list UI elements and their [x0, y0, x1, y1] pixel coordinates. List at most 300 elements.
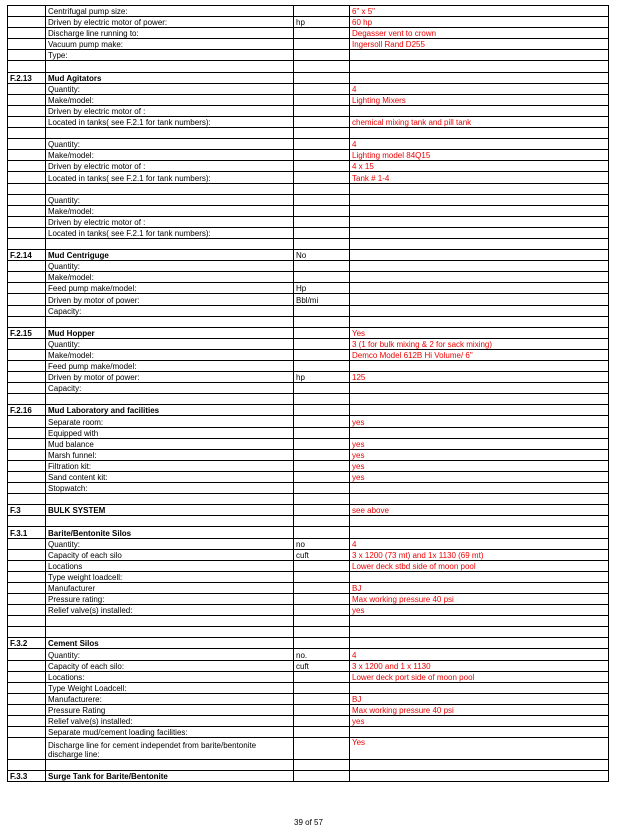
section-number-cell — [8, 61, 46, 72]
table-body — [8, 6, 609, 782]
spec-table-container — [7, 5, 608, 782]
section-number-cell — [8, 17, 46, 28]
item-label-cell: Make/model: — [46, 150, 294, 161]
table-row — [8, 538, 609, 549]
value-cell: Lighting Mixers — [350, 94, 609, 105]
section-number-cell — [8, 372, 46, 383]
value-cell: 60 hp — [350, 17, 609, 28]
table-row — [8, 61, 609, 72]
unit-cell — [294, 738, 350, 760]
value-cell: yes — [350, 471, 609, 482]
table-row — [8, 205, 609, 216]
value-cell: 3 (1 for bulk mixing & 2 for sack mixing) — [350, 338, 609, 349]
table-row — [8, 216, 609, 227]
value-cell — [350, 205, 609, 216]
item-label-cell: Stopwatch: — [46, 483, 294, 494]
section-number-cell — [8, 549, 46, 560]
item-label-cell: Pressure rating: — [46, 593, 294, 604]
unit-cell — [294, 394, 350, 405]
unit-cell — [294, 638, 350, 649]
section-number-cell — [8, 516, 46, 527]
value-cell — [350, 627, 609, 638]
table-row — [8, 571, 609, 582]
unit-cell — [294, 527, 350, 538]
unit-cell — [294, 571, 350, 582]
section-number-cell — [8, 349, 46, 360]
item-label-cell: Marsh funnel: — [46, 449, 294, 460]
item-label-cell: Filtration kit: — [46, 460, 294, 471]
value-cell: 3 x 1200 and 1 x 1130 — [350, 660, 609, 671]
unit-cell — [294, 361, 350, 372]
item-label-cell: Relief valve(s) installed: — [46, 605, 294, 616]
value-cell — [350, 183, 609, 194]
value-cell — [350, 194, 609, 205]
section-number-cell — [8, 716, 46, 727]
unit-cell — [294, 227, 350, 238]
item-label-cell: Make/model: — [46, 272, 294, 283]
unit-cell — [294, 105, 350, 116]
value-cell: Demco Model 612B Hi Volume/ 6" — [350, 349, 609, 360]
table-row — [8, 83, 609, 94]
section-number-cell — [8, 727, 46, 738]
value-cell: 4 — [350, 83, 609, 94]
value-cell: BJ — [350, 582, 609, 593]
section-number-cell — [8, 438, 46, 449]
value-cell — [350, 50, 609, 61]
table-row — [8, 227, 609, 238]
unit-cell — [294, 627, 350, 638]
value-cell — [350, 394, 609, 405]
table-row — [8, 527, 609, 538]
unit-cell — [294, 516, 350, 527]
section-number-cell — [8, 538, 46, 549]
item-label-cell: Type weight loadcell: — [46, 571, 294, 582]
item-label-cell: Quantity: — [46, 139, 294, 150]
table-row — [8, 172, 609, 183]
section-number-cell — [8, 649, 46, 660]
unit-cell — [294, 483, 350, 494]
unit-cell — [294, 261, 350, 272]
item-label-cell: Mud balance — [46, 438, 294, 449]
value-cell: yes — [350, 716, 609, 727]
section-number-cell: F.3.2 — [8, 638, 46, 649]
unit-cell — [294, 327, 350, 338]
item-label-cell — [46, 616, 294, 627]
section-number-cell: F.2.15 — [8, 327, 46, 338]
unit-cell — [294, 505, 350, 516]
value-cell: yes — [350, 460, 609, 471]
unit-cell — [294, 494, 350, 505]
section-number-cell — [8, 183, 46, 194]
unit-cell — [294, 704, 350, 715]
value-cell — [350, 571, 609, 582]
unit-cell: Hp — [294, 283, 350, 294]
item-label-cell — [46, 627, 294, 638]
table-row — [8, 638, 609, 649]
unit-cell — [294, 693, 350, 704]
section-number-cell — [8, 294, 46, 305]
value-cell — [350, 305, 609, 316]
section-number-cell — [8, 460, 46, 471]
table-row — [8, 39, 609, 50]
item-label-cell: Type: — [46, 50, 294, 61]
table-row — [8, 405, 609, 416]
unit-cell — [294, 616, 350, 627]
value-cell — [350, 261, 609, 272]
table-row — [8, 327, 609, 338]
unit-cell — [294, 116, 350, 127]
value-cell: Yes — [350, 738, 609, 760]
item-label-cell: Located in tanks( see F.2.1 for tank numbers): — [46, 116, 294, 127]
value-cell — [350, 238, 609, 249]
section-number-cell — [8, 582, 46, 593]
item-label-cell — [46, 128, 294, 139]
section-number-cell — [8, 216, 46, 227]
section-number-cell: F.2.16 — [8, 405, 46, 416]
item-label-cell: Cement Silos — [46, 638, 294, 649]
unit-cell — [294, 216, 350, 227]
section-number-cell — [8, 283, 46, 294]
value-cell — [350, 272, 609, 283]
table-row — [8, 6, 609, 17]
item-label-cell: Vacuum pump make: — [46, 39, 294, 50]
item-label-cell: Make/model: — [46, 205, 294, 216]
section-number-cell — [8, 627, 46, 638]
table-row — [8, 616, 609, 627]
unit-cell: cuft — [294, 549, 350, 560]
item-label-cell: Make/model: — [46, 94, 294, 105]
unit-cell — [294, 6, 350, 17]
item-label-cell: Centrifugal pump size: — [46, 6, 294, 17]
value-cell: Tank # 1-4 — [350, 172, 609, 183]
item-label-cell: Located in tanks( see F.2.1 for tank numbers): — [46, 227, 294, 238]
unit-cell — [294, 605, 350, 616]
table-row — [8, 560, 609, 571]
item-label-cell: Discharge line for cement independet from barite/bentonite discharge line: — [46, 738, 294, 760]
value-cell — [350, 727, 609, 738]
value-cell — [350, 682, 609, 693]
item-label-cell — [46, 394, 294, 405]
value-cell — [350, 128, 609, 139]
section-number-cell — [8, 205, 46, 216]
item-label-cell: Driven by electric motor of : — [46, 216, 294, 227]
unit-cell — [294, 383, 350, 394]
item-label-cell: Quantity: — [46, 538, 294, 549]
item-label-cell — [46, 516, 294, 527]
value-cell — [350, 427, 609, 438]
item-label-cell: Quantity: — [46, 338, 294, 349]
item-label-cell: Driven by electric motor of : — [46, 161, 294, 172]
unit-cell — [294, 194, 350, 205]
item-label-cell: Located in tanks( see F.2.1 for tank numbers): — [46, 172, 294, 183]
section-number-cell — [8, 261, 46, 272]
value-cell — [350, 483, 609, 494]
unit-cell — [294, 150, 350, 161]
section-number-cell — [8, 28, 46, 39]
table-row — [8, 771, 609, 782]
unit-cell — [294, 460, 350, 471]
table-row — [8, 760, 609, 771]
section-number-cell — [8, 760, 46, 771]
value-cell: 125 — [350, 372, 609, 383]
table-row — [8, 549, 609, 560]
unit-cell — [294, 449, 350, 460]
section-number-cell — [8, 693, 46, 704]
table-row — [8, 671, 609, 682]
item-label-cell: Equipped with — [46, 427, 294, 438]
section-number-cell — [8, 560, 46, 571]
value-cell: see above — [350, 505, 609, 516]
value-cell: yes — [350, 438, 609, 449]
section-number-cell — [8, 172, 46, 183]
item-label-cell: Quantity: — [46, 649, 294, 660]
table-row — [8, 194, 609, 205]
item-label-cell — [46, 61, 294, 72]
value-cell — [350, 760, 609, 771]
unit-cell — [294, 427, 350, 438]
unit-cell — [294, 338, 350, 349]
section-number-cell — [8, 105, 46, 116]
section-number-cell — [8, 616, 46, 627]
unit-cell — [294, 94, 350, 105]
value-cell: Lower deck port side of moon pool — [350, 671, 609, 682]
unit-cell — [294, 39, 350, 50]
table-row — [8, 427, 609, 438]
value-cell — [350, 216, 609, 227]
table-row — [8, 272, 609, 283]
unit-cell — [294, 582, 350, 593]
table-row — [8, 361, 609, 372]
item-label-cell: Capacity of each silo — [46, 549, 294, 560]
item-label-cell: Mud Laboratory and facilities — [46, 405, 294, 416]
value-cell: 3 x 1200 (73 mt) and 1x 1130 (69 mt) — [350, 549, 609, 560]
value-cell — [350, 638, 609, 649]
section-number-cell — [8, 682, 46, 693]
unit-cell — [294, 727, 350, 738]
item-label-cell: BULK SYSTEM — [46, 505, 294, 516]
table-row — [8, 294, 609, 305]
value-cell — [350, 250, 609, 261]
table-row — [8, 693, 609, 704]
unit-cell — [294, 128, 350, 139]
section-number-cell — [8, 383, 46, 394]
item-label-cell: Type Weight Loadcell: — [46, 682, 294, 693]
table-row — [8, 161, 609, 172]
unit-cell — [294, 416, 350, 427]
unit-cell — [294, 205, 350, 216]
table-row — [8, 660, 609, 671]
unit-cell — [294, 316, 350, 327]
value-cell: yes — [350, 449, 609, 460]
table-row — [8, 704, 609, 715]
table-row — [8, 72, 609, 83]
table-row — [8, 383, 609, 394]
value-cell: Lower deck stbd side of moon pool — [350, 560, 609, 571]
table-row — [8, 593, 609, 604]
item-label-cell: Capacity of each silo: — [46, 660, 294, 671]
table-row — [8, 261, 609, 272]
section-number-cell — [8, 272, 46, 283]
unit-cell — [294, 50, 350, 61]
table-row — [8, 305, 609, 316]
item-label-cell — [46, 760, 294, 771]
item-label-cell: Capacity: — [46, 383, 294, 394]
unit-cell — [294, 471, 350, 482]
item-label-cell: Feed pump make/model: — [46, 283, 294, 294]
table-row — [8, 516, 609, 527]
item-label-cell — [46, 316, 294, 327]
table-row — [8, 605, 609, 616]
unit-cell — [294, 172, 350, 183]
value-cell — [350, 72, 609, 83]
table-row — [8, 483, 609, 494]
unit-cell: cuft — [294, 660, 350, 671]
table-row — [8, 338, 609, 349]
value-cell: Degasser vent to crown — [350, 28, 609, 39]
section-number-cell — [8, 305, 46, 316]
table-row — [8, 394, 609, 405]
value-cell — [350, 294, 609, 305]
item-label-cell: Barite/Bentonite Silos — [46, 527, 294, 538]
item-label-cell: Driven by electric motor of power: — [46, 17, 294, 28]
item-label-cell — [46, 183, 294, 194]
unit-cell — [294, 771, 350, 782]
unit-cell — [294, 716, 350, 727]
value-cell — [350, 283, 609, 294]
unit-cell — [294, 560, 350, 571]
value-cell — [350, 316, 609, 327]
item-label-cell: Quantity: — [46, 261, 294, 272]
value-cell — [350, 405, 609, 416]
value-cell — [350, 516, 609, 527]
item-label-cell: Manufacturer — [46, 582, 294, 593]
table-row — [8, 505, 609, 516]
table-row — [8, 238, 609, 249]
table-row — [8, 349, 609, 360]
value-cell: 4 x 15 — [350, 161, 609, 172]
section-number-cell — [8, 427, 46, 438]
table-row — [8, 316, 609, 327]
table-row — [8, 449, 609, 460]
section-number-cell: F.2.13 — [8, 72, 46, 83]
item-label-cell: Driven by motor of power: — [46, 294, 294, 305]
value-cell — [350, 527, 609, 538]
unit-cell: No — [294, 250, 350, 261]
section-number-cell — [8, 116, 46, 127]
unit-cell — [294, 272, 350, 283]
value-cell — [350, 61, 609, 72]
item-label-cell: Separate mud/cement loading facilities: — [46, 727, 294, 738]
value-cell — [350, 227, 609, 238]
unit-cell — [294, 682, 350, 693]
unit-cell: hp — [294, 372, 350, 383]
table-row — [8, 150, 609, 161]
item-label-cell: Driven by electric motor of : — [46, 105, 294, 116]
value-cell: chemical mixing tank and pill tank — [350, 116, 609, 127]
unit-cell — [294, 238, 350, 249]
unit-cell — [294, 72, 350, 83]
value-cell: 4 — [350, 538, 609, 549]
section-number-cell — [8, 238, 46, 249]
section-number-cell — [8, 449, 46, 460]
item-label-cell: Discharge line running to: — [46, 28, 294, 39]
table-row — [8, 682, 609, 693]
equipment-spec-table — [7, 5, 609, 782]
value-cell: yes — [350, 416, 609, 427]
table-row — [8, 28, 609, 39]
value-cell — [350, 383, 609, 394]
unit-cell — [294, 161, 350, 172]
table-row — [8, 727, 609, 738]
section-number-cell — [8, 227, 46, 238]
table-row — [8, 494, 609, 505]
value-cell: BJ — [350, 693, 609, 704]
section-number-cell — [8, 94, 46, 105]
table-row — [8, 416, 609, 427]
table-row — [8, 116, 609, 127]
unit-cell — [294, 760, 350, 771]
item-label-cell: Make/model: — [46, 349, 294, 360]
table-row — [8, 627, 609, 638]
unit-cell — [294, 28, 350, 39]
item-label-cell: Feed pump make/model: — [46, 361, 294, 372]
table-row — [8, 460, 609, 471]
item-label-cell: Quantity: — [46, 83, 294, 94]
item-label-cell: Mud Agitators — [46, 72, 294, 83]
section-number-cell — [8, 139, 46, 150]
item-label-cell: Mud Hopper — [46, 327, 294, 338]
value-cell — [350, 494, 609, 505]
section-number-cell: F.2.14 — [8, 250, 46, 261]
unit-cell — [294, 671, 350, 682]
section-number-cell — [8, 83, 46, 94]
item-label-cell: Relief valve(s) installed: — [46, 716, 294, 727]
table-row — [8, 17, 609, 28]
table-row — [8, 738, 609, 760]
table-row — [8, 105, 609, 116]
section-number-cell — [8, 416, 46, 427]
item-label-cell: Locations — [46, 560, 294, 571]
section-number-cell — [8, 494, 46, 505]
section-number-cell — [8, 593, 46, 604]
section-number-cell — [8, 161, 46, 172]
table-row — [8, 372, 609, 383]
section-number-cell — [8, 471, 46, 482]
unit-cell: hp — [294, 17, 350, 28]
item-label-cell: Locations: — [46, 671, 294, 682]
unit-cell: no. — [294, 649, 350, 660]
section-number-cell — [8, 671, 46, 682]
section-number-cell — [8, 660, 46, 671]
table-row — [8, 716, 609, 727]
table-row — [8, 438, 609, 449]
section-number-cell — [8, 316, 46, 327]
section-number-cell — [8, 704, 46, 715]
section-number-cell — [8, 128, 46, 139]
value-cell — [350, 105, 609, 116]
value-cell: yes — [350, 605, 609, 616]
section-number-cell — [8, 394, 46, 405]
item-label-cell: Driven by motor of power: — [46, 372, 294, 383]
item-label-cell: Mud Centriguge — [46, 250, 294, 261]
table-row — [8, 183, 609, 194]
value-cell — [350, 771, 609, 782]
unit-cell: no — [294, 538, 350, 549]
table-row — [8, 139, 609, 150]
value-cell: Ingersoll Rand D255 — [350, 39, 609, 50]
table-row — [8, 128, 609, 139]
item-label-cell: Separate room: — [46, 416, 294, 427]
